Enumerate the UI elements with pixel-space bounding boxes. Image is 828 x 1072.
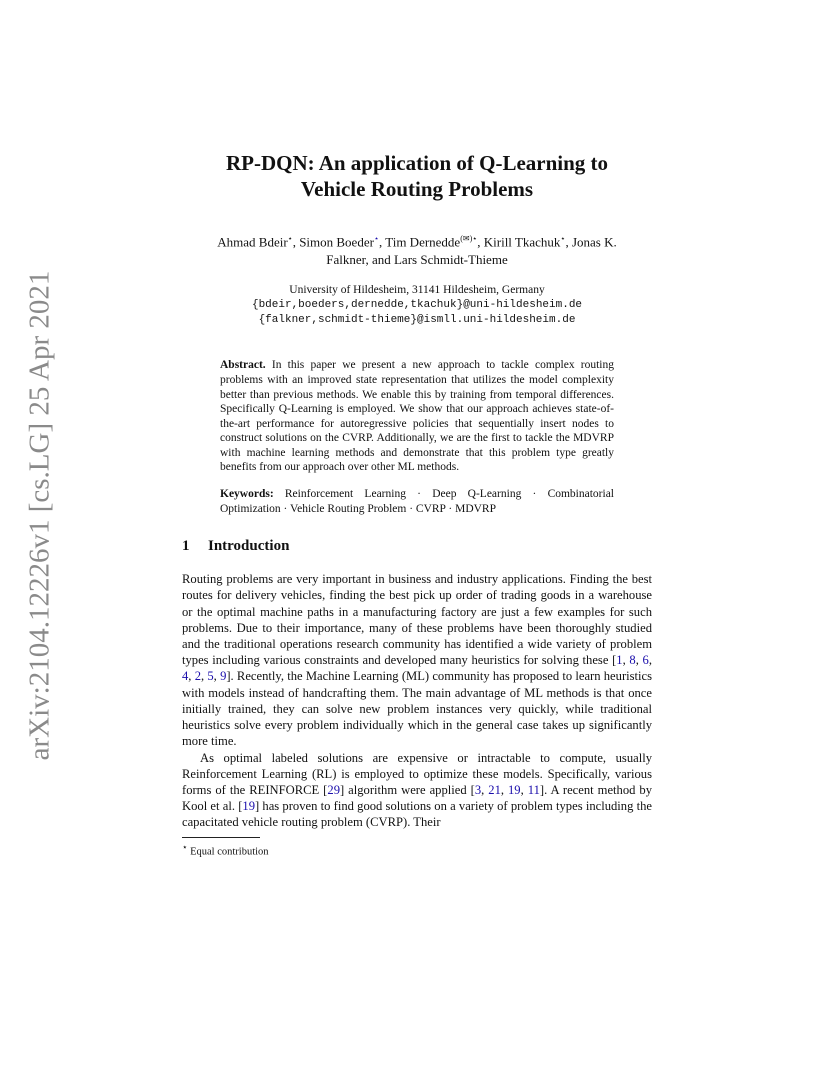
equal-contribution-link[interactable]: ⋆ [373,234,379,243]
citation-6[interactable]: 6 [642,653,649,668]
equal-contribution-mark: ⋆ [560,234,566,243]
citation-4[interactable]: 4 [182,669,189,684]
author-tkachuk: , Kirill Tkachuk [477,234,561,250]
paper-page [182,150,652,857]
email-line-1[interactable]: {bdeir,boeders,dernedde,tkachuk}@uni-hildesheim.de [251,299,583,312]
paragraph-2-text-b: ] algorithm were applied [ [339,782,475,797]
paragraph-2-text: As optimal labeled solutions are expensive or intractable to compute, usually Reinforcement Learning (RL) is employed to optimize these models. Specifically, various forms of the REINFORCE [ [182,750,652,797]
abstract-text: In this paper we present a new approach to tackle complex routing problems with an improved state representation that utilizes the model complexity better than previous methods. We enable this by training from temporal differences. Specifically Q-Learning is employed. We show that our approach achieves state-of-the-art performance for autoregressive policies that sequentially insert nodes to construct solutions on the CVRP. Additionally, we are the first to tackle the MDVRP with machine learning methods and demonstrate that this problem type greatly benefits from our approach over other ML methods. [220,359,614,474]
abstract-label: Abstract. [220,359,266,372]
citation-29[interactable]: 29 [327,782,340,797]
authors-line-2: Falkner, and Lars Schmidt-Thieme [326,252,508,268]
corresponding-author-mark: (✉) [460,234,473,243]
arxiv-sidebar [20,270,60,760]
authors-line-1 [182,230,652,251]
citation-21[interactable]: 21 [488,782,501,797]
citation-9[interactable]: 9 [220,669,227,684]
author-boeder: , Simon Boeder [292,234,374,250]
paragraph-2-text-c: ]. A recent method by Kool et al. [ [182,782,653,814]
paragraph-1-text-cont: ]. Recently, the Machine Learning (ML) community has proposed to learn heuristics with models instead of handcrafting them. The main advantage of ML methods is that once initially trained, they can solve new problem instances very quickly, while traditional heuristics solve every problem individually which in the general case takes up significantly more time. [182,669,653,749]
intro-body [182,571,652,830]
footnote-text: Equal contribution [190,846,269,858]
paragraph-1: Routing problems are very important in business and industry applications. Finding the best routes for delivery vehicles, finding the best pick up order of trading goods in a warehouse or the optimal machine paths in a manufacturing factory are just a few examples for such problems. Due to their importance, many of these problems have been thoroughly studied and the traditional operations research community has identified a wide variety of problem types including various constraints and developed many heuristics for solving these [1, 8, 6, 4, 2, 5, 9]. Recently, the Machine Learning (ML) community has proposed to learn heuristics with models instead of handcrafting them. The main advantage of ML methods is that once initially trained, they can solve new problem instances very quickly, while traditional heuristics solve every problem individually which in the general case takes up significantly more time. [182,572,653,749]
citation-2[interactable]: 2 [194,669,201,684]
keywords-text: Reinforcement Learning · Deep Q-Learning · Combinatorial Optimization · Vehicle Routing Problem · CVRP · MDVRP [220,488,615,515]
affiliation: University of Hildesheim, 31141 Hildesheim, Germany [289,284,545,297]
author-falkner-first: , Jonas K. [565,234,617,250]
paragraph-2: As optimal labeled solutions are expensive or intractable to compute, usually Reinforcement Learning (RL) is employed to optimize these models. Specifically, various forms of the REINFORCE [29] algorithm were applied [3, 21, 19, 11]. A recent method by Kool et al. [19] has proven to find good solutions on a variety of problem types including the capacitated vehicle routing problem (CVRP). Their [182,750,653,830]
arxiv-id-stamp: arXiv:2104.12226v1 [cs.LG] 25 Apr 2021 [23,270,56,760]
keywords-label: Keywords: [220,488,274,501]
section-title: Introduction [208,538,290,555]
citation-1[interactable]: 1 [616,653,623,668]
author-bdeir: Ahmad Bdeir [217,234,288,250]
paragraph-2-text-d: ] has proven to find good solutions on a variety of problem types including the capacitated vehicle routing problem (CVRP). Their [182,799,652,830]
title-line-1: RP-DQN: An application of Q-Learning to [225,151,609,175]
abstract [220,358,614,475]
paragraph-1-text: Routing problems are very important in business and industry applications. Finding the best routes for delivery vehicles, finding the best pick up order of trading goods in a warehouse or the optimal machine paths in a manufacturing factory are just a few examples for such problems. Due to their importance, many of these problems have been thoroughly studied and the traditional operations research community has identified a wide variety of problem types including various constraints and developed many heuristics for solving these [ [182,572,652,668]
citation-8[interactable]: 8 [629,653,636,668]
section-heading [182,538,652,555]
footnote-rule [182,837,260,838]
footnote-mark: ⋆ [182,841,188,852]
citation-19[interactable]: 19 [508,782,521,797]
citation-5[interactable]: 5 [207,669,214,684]
equal-contribution-mark: ⋆ [287,234,293,243]
paper-title [182,150,652,202]
author-dernedde: , Tim Dernedde [378,234,461,250]
section-number: 1 [182,538,190,555]
affiliation-block [182,283,652,328]
author-list [182,230,652,269]
equal-contribution-mark: ⋆ [472,234,478,243]
citation-3[interactable]: 3 [474,782,482,797]
citation-11[interactable]: 11 [527,782,540,797]
title-line-2: Vehicle Routing Problems [300,177,534,201]
citation-19-kool[interactable]: 19 [242,799,255,814]
email-line-2[interactable]: {falkner,schmidt-thieme}@ismll.uni-hildesheim.de [258,314,576,327]
keywords [220,487,614,516]
footnote [182,842,652,858]
